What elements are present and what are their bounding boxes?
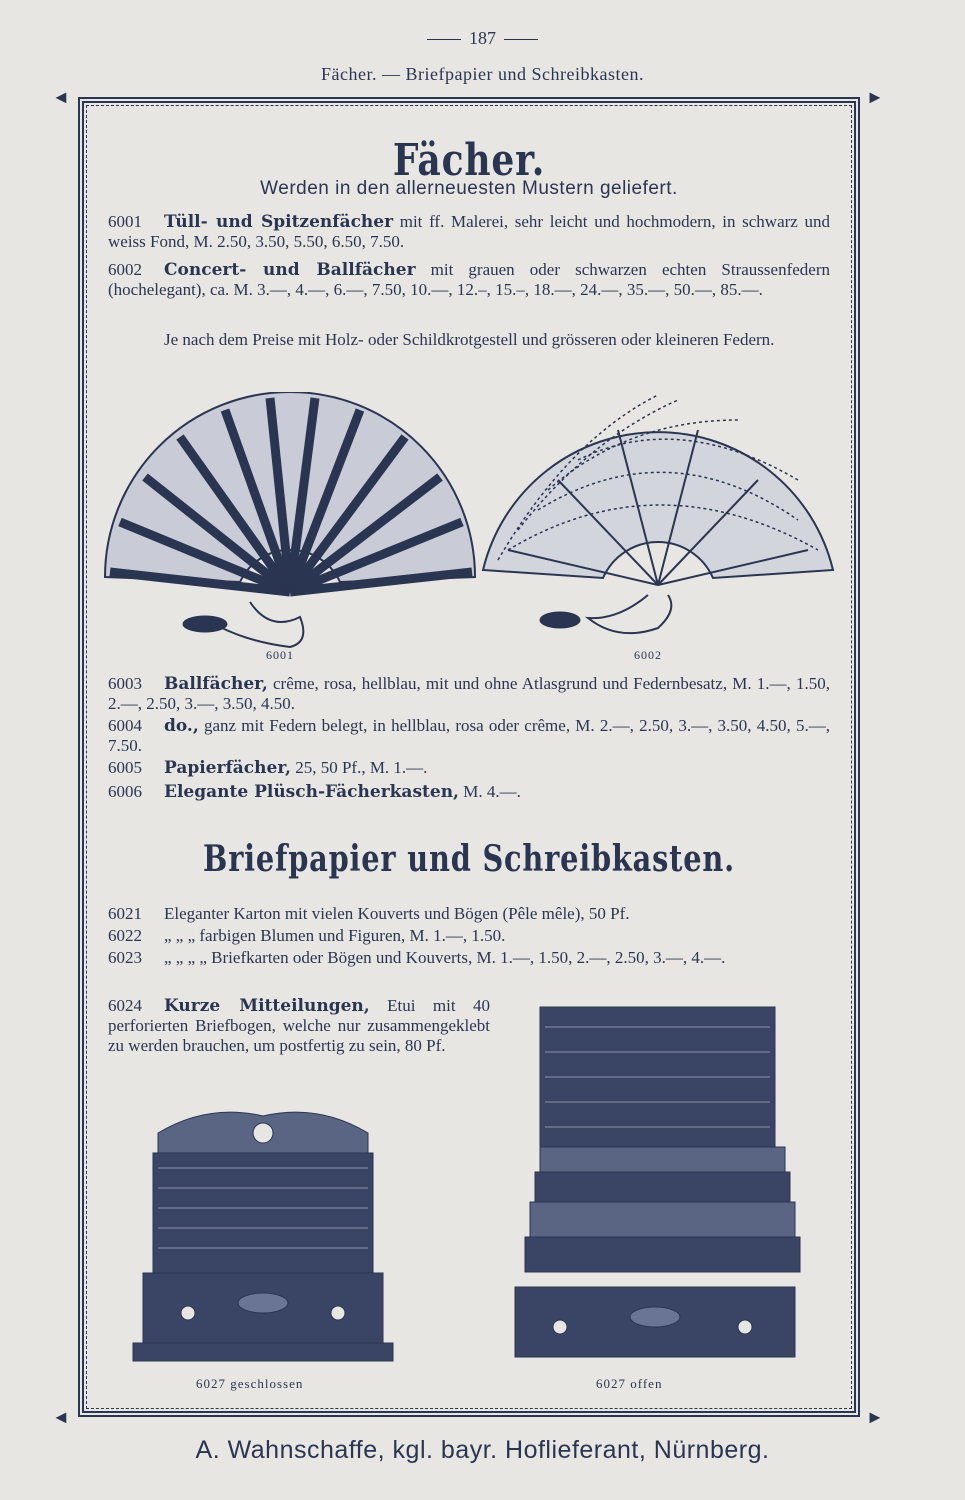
figure-caption: 6002 (634, 648, 662, 662)
list-item: 6006 Elegante Plüsch-Fächerkasten, M. 4.—. (108, 782, 521, 802)
ornament-dash-right (504, 39, 538, 40)
figure-caption: 6027 offen (596, 1376, 663, 1391)
figure-caption: 6001 (266, 648, 294, 662)
figure-caption: 6027 geschlossen (196, 1376, 304, 1391)
publisher-footer: A. Wahnschaffe, kgl. bayr. Hoflieferant, Nürnberg. (195, 1436, 770, 1464)
list-item: 6022 „ „ „ farbigen Blumen und Figuren, M. 1.—, 1.50. (108, 926, 506, 945)
list-item: 6003 Ballfächer, crême, rosa, hellblau, mit und ohne Atlasgrund und Federnbesatz, M. 1.—, 1.50, 2.—, 2.50, 3.—, 3.50, 4.50. (108, 674, 830, 713)
list-item: 6004 do., ganz mit Federn belegt, in hellblau, rosa oder crême, M. 2.—, 2.50, 3.—, 3.50, 4.50, 5.—, 7.50. (108, 716, 830, 755)
arrow-right-bottom-icon: ► (866, 1407, 884, 1427)
section-title-faecher: Fächer. (392, 135, 546, 186)
page-number: 187 (0, 28, 965, 49)
note-text: Je nach dem Preise mit Holz- oder Schildkrotgestell und grösseren oder kleineren Federn. (164, 330, 775, 349)
arrow-left-bottom-icon: ◄ (52, 1407, 70, 1427)
list-item: 6021 Eleganter Karton mit vielen Kouverts und Bögen (Pêle mêle), 50 Pf. (108, 904, 630, 923)
section-subtitle: Werden in den allerneuesten Mustern geliefert. (260, 178, 678, 199)
closed-writing-box-icon (128, 1098, 398, 1368)
list-item: 6005 Papierfächer, 25, 50 Pf., M. 1.—. (108, 758, 428, 778)
list-item: 6001 Tüll- und Spitzenfächer mit ff. Malerei, sehr leicht und hochmodern, in schwarz und weiss Fond, M. 2.50, 3.50, 5.50, 6.50, 7.50. (108, 212, 830, 251)
lace-fan-icon (100, 392, 480, 652)
running-title: Fächer. — Briefpapier und Schreibkasten. (321, 64, 644, 84)
arrow-left-top-icon: ◄ (52, 87, 70, 107)
list-item: 6023 „ „ „ „ Briefkarten oder Bögen und Kouverts, M. 1.—, 1.50, 2.—, 2.50, 3.—, 4.—. (108, 948, 726, 967)
open-writing-box-icon (505, 1002, 805, 1370)
list-item: 6024 Kurze Mitteilungen, Etui mit 40 perforierten Briefbogen, welche nur zusammengeklebt zu werden brauchen, um postfertig zu sein, 80 Pf. (108, 996, 490, 1055)
arrow-right-top-icon: ► (866, 87, 884, 107)
list-item: 6002 Concert- und Ballfächer mit grauen oder schwarzen echten Straussenfedern (hochelegant), ca. M. 3.—, 4.—, 6.—, 7.50, 10.—, 12.–, 15.–, 18.—, 24.—, 35.—, 50.—, 85.—. (108, 260, 830, 299)
ornament-dash-left (427, 39, 461, 40)
section-title-briefpapier: Briefpapier und Schreibkasten. (203, 838, 735, 880)
feather-fan-icon (478, 380, 838, 650)
